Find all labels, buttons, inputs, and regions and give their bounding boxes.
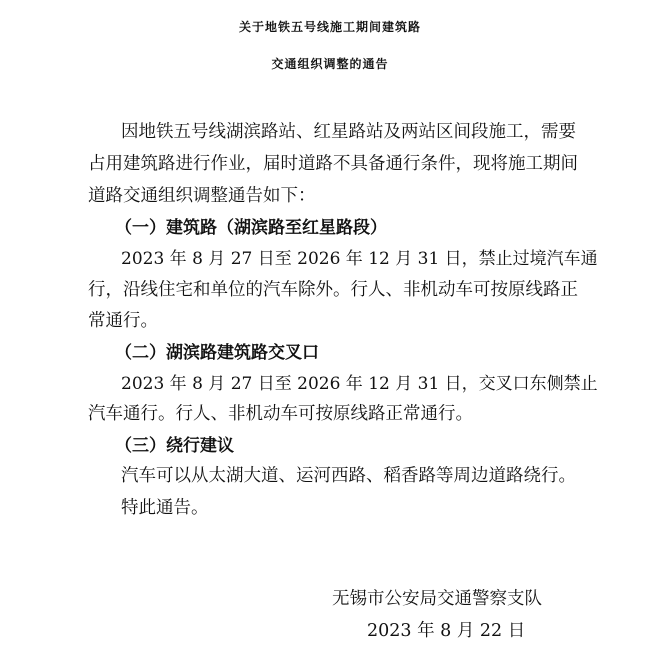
intro-line-2: 占用建筑路进行作业，届时道路不具备通行条件，现将施工期间	[88, 154, 578, 174]
section-3-heading: （三）绕行建议	[115, 436, 234, 456]
section-2-line-1: 2023 年 8 月 27 日至 2026 年 12 月 31 日，交叉口东侧禁止	[121, 374, 598, 394]
section-3-line-1: 汽车可以从太湖大道、运河西路、稻香路等周边道路绕行。	[121, 466, 576, 486]
intro-line-1: 因地铁五号线湖滨路站、红星路站及两站区间段施工，需要	[121, 122, 576, 142]
section-2-line-2: 汽车通行。行人、非机动车可按原线路正常通行。	[88, 404, 473, 424]
section-1-line-1: 2023 年 8 月 27 日至 2026 年 12 月 31 日，禁止过境汽车通	[121, 249, 598, 269]
section-1-line-2: 行，沿线住宅和单位的汽车除外。行人、非机动车可按原线路正	[88, 280, 578, 300]
closing-statement: 特此通告。	[121, 498, 209, 518]
section-1-heading: （一）建筑路（湖滨路至红星路段）	[115, 218, 387, 238]
notice-title-line-1: 关于地铁五号线施工期间建筑路	[238, 20, 421, 34]
intro-line-3: 道路交通组织调整通告如下：	[88, 186, 316, 206]
notice-title-line-2: 交通组织调整的通告	[271, 57, 389, 71]
issue-date: 2023 年 8 月 22 日	[367, 621, 526, 641]
issuer-signature: 无锡市公安局交通警察支队	[332, 589, 542, 609]
section-2-heading: （二）湖滨路建筑路交叉口	[115, 343, 319, 363]
section-1-line-3: 常通行。	[88, 311, 158, 331]
